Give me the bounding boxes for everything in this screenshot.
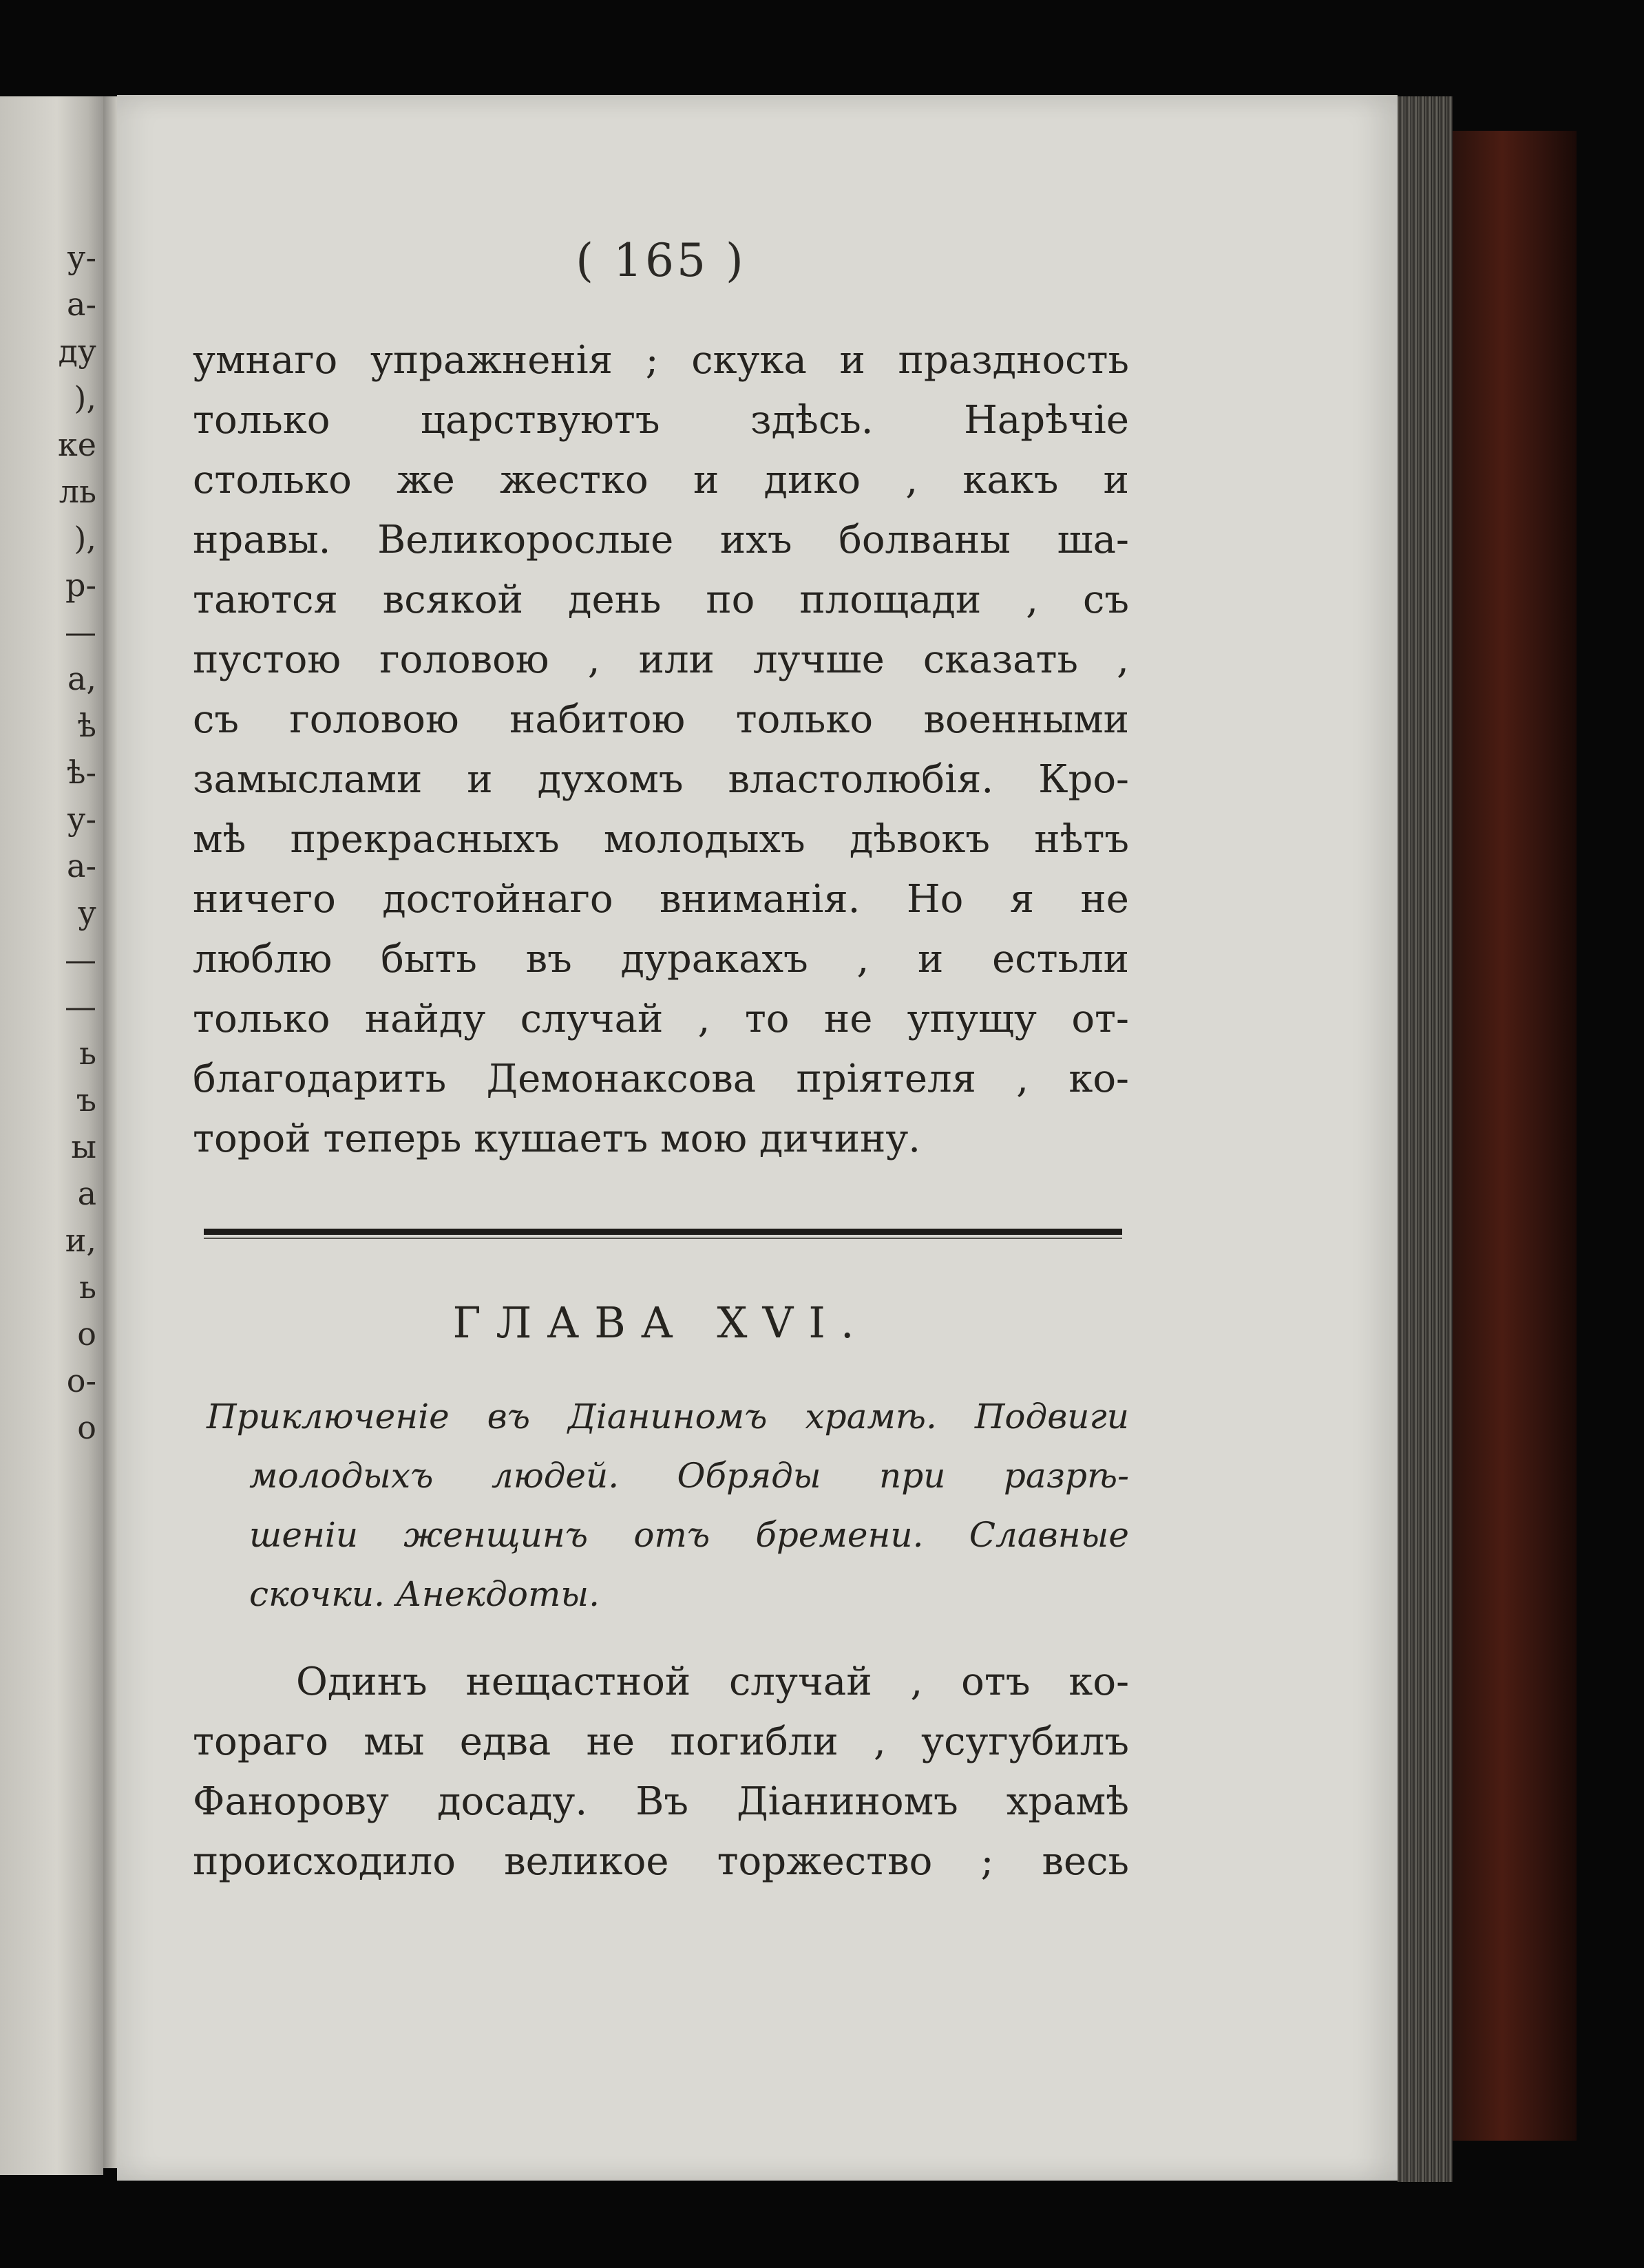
text-line: нравы. Великорослые ихъ болваны ша- [193,518,1129,562]
left-fragment: а [77,1175,96,1212]
left-fragment: ), [74,379,96,416]
text-line: съ головою набитою только военными [193,697,1129,742]
text-line: ничего достойнаго вниманія. Но я не [193,877,1129,922]
chapter-summary [207,1387,1129,1624]
text-line: люблю быть въ дуракахъ , и естьли [193,937,1129,982]
left-fragment: о [77,1315,96,1353]
page-edges [1398,96,1453,2182]
chapter-heading: ГЛАВА XVI. [452,1297,870,1348]
text-line: происходило великое торжество ; весь [193,1839,1129,1884]
left-fragment: ѣ [77,707,96,744]
left-fragment: ъ [76,1081,96,1119]
text-line: только царствуютъ здѣсь. Нарѣчіе [193,398,1129,443]
left-fragment: о [77,1409,96,1446]
paragraph-2 [193,1652,1129,1891]
left-fragment: и, [65,1222,96,1259]
paragraph-1 [193,330,1129,1169]
left-fragment: у- [67,801,96,838]
summary-line: шеніи женщинъ отъ бремени. Славные [249,1515,1129,1555]
left-fragment: — [65,941,96,978]
left-page-edge [0,96,103,2175]
left-fragment: а- [67,847,96,884]
left-fragment: о- [66,1362,96,1399]
text-line: умнаго упражненія ; скука и праздность [193,338,1129,383]
text-line: благодарить Демонаксова пріятеля , ко- [193,1057,1129,1101]
page-number: ( 165 ) [576,234,746,287]
text-line: Одинъ нещастной случай , отъ ко- [296,1660,1129,1704]
left-fragment: — [65,988,96,1025]
text-line: торой теперь кушаетъ мою дичину. [193,1116,921,1161]
left-fragment: а, [67,660,96,697]
section-divider-thin [204,1238,1122,1239]
left-fragment: ы [71,1128,96,1165]
left-fragment: ь [78,1035,96,1072]
left-fragment: у- [67,239,96,276]
text-line: мѣ прекрасныхъ молодыхъ дѣвокъ нѣтъ [193,817,1129,862]
left-fragment: у [77,894,96,931]
left-fragment: ѣ- [66,754,96,791]
left-fragment: ду [58,332,96,370]
left-fragment: а- [67,286,96,323]
summary-line: молодыхъ людей. Обряды при разрѣ- [249,1456,1129,1496]
summary-line: скочки. Анекдоты. [249,1574,600,1614]
left-fragment: ), [74,520,96,557]
text-line: пустою головою , или лучше сказать , [193,637,1129,682]
left-fragment: ь [78,1269,96,1306]
book-cover [1453,131,1577,2141]
text-line: Фанорову досаду. Въ Діаниномъ храмѣ [193,1779,1129,1824]
text-line: таются всякой день по площади , съ [193,577,1129,622]
section-divider [204,1229,1122,1235]
left-fragment: — [65,613,96,650]
text-line: столько же жестко и дико , какъ и [193,458,1129,502]
text-line: тораго мы едва не погибли , усугубилъ [193,1719,1129,1764]
book-gutter [103,96,117,2168]
left-fragment: р- [65,566,96,604]
text-line: замыслами и духомъ властолюбія. Кро- [193,757,1129,802]
left-fragment: ке [58,426,96,463]
text-line: только найду случай , то не упущу от- [193,997,1129,1041]
left-page-text-fragments [7,234,96,1451]
summary-line: Приключеніе въ Діаниномъ храмѣ. Подвиги [207,1397,1129,1437]
left-fragment: ль [59,473,96,510]
